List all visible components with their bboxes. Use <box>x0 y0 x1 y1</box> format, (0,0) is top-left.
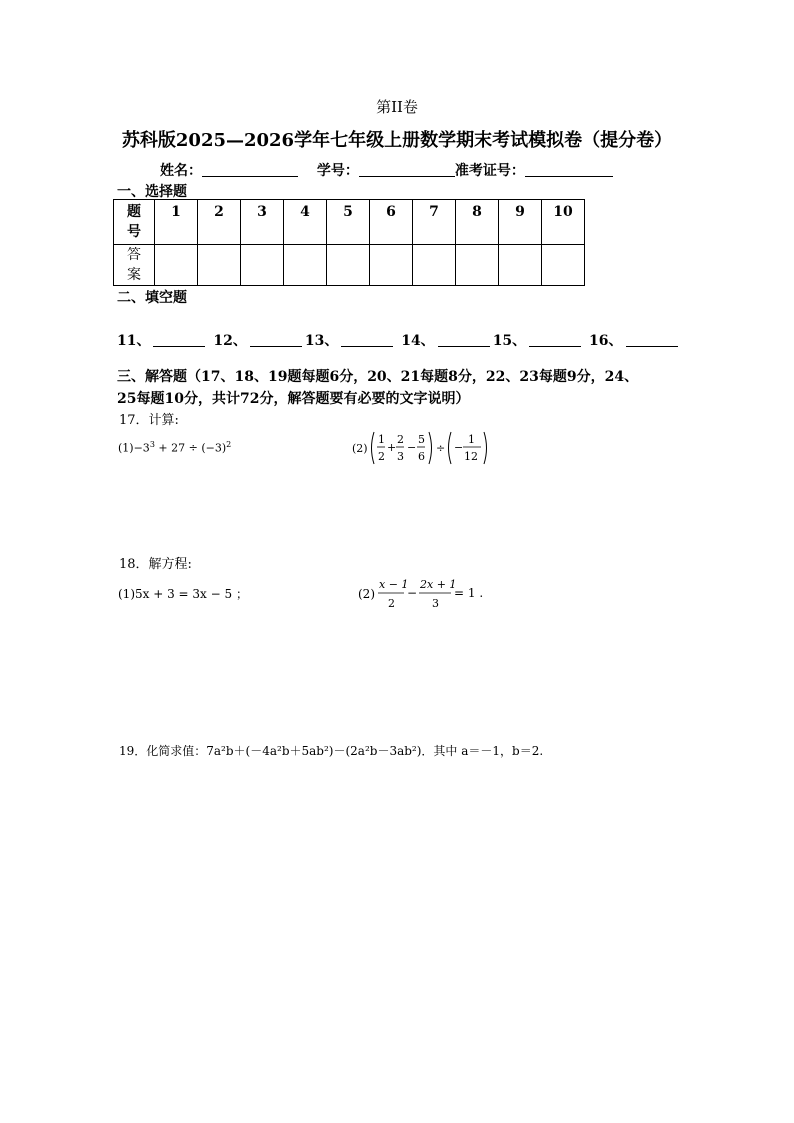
student-id-label: 学号： <box>316 163 359 179</box>
fill-label: 11、 <box>117 333 151 349</box>
question-number: 1 <box>155 200 198 245</box>
part-label: 第II卷 <box>376 98 418 116</box>
answer-cell[interactable] <box>542 245 585 286</box>
exam-id-blank[interactable] <box>525 162 613 177</box>
section-heading-line: 三、解答题（17、18、19题每题6分，20、21每题8分，22、23每题9分，24、 <box>117 369 639 385</box>
question-number: 7 <box>413 200 456 245</box>
svg-text:2: 2 <box>388 597 395 610</box>
question-17-part-1: $(1)-3^3 + 27 \div (-3)^2$ <box>118 440 232 455</box>
question-number: 10 <box>542 200 585 245</box>
table-row <box>114 245 585 286</box>
svg-text:= 1 .: = 1 . <box>454 586 484 600</box>
question-17-part-2 <box>352 428 502 468</box>
answer-cell[interactable] <box>499 245 542 286</box>
svg-text:2x + 1: 2x + 1 <box>420 578 457 591</box>
svg-text:1: 1 <box>378 433 385 446</box>
answer-cell[interactable] <box>456 245 499 286</box>
fill-blank[interactable] <box>250 332 302 347</box>
fill-label: 15、 <box>492 333 527 349</box>
fill-blank[interactable] <box>626 332 678 347</box>
question-number: 4 <box>284 200 327 245</box>
name-blank[interactable] <box>202 162 298 177</box>
student-id-blank[interactable] <box>359 162 455 177</box>
svg-text:3: 3 <box>397 450 404 463</box>
answer-cell[interactable] <box>155 245 198 286</box>
fill-label: 12、 <box>213 333 247 349</box>
svg-text:3: 3 <box>432 597 439 610</box>
svg-text:−: − <box>407 586 418 600</box>
answer-cell[interactable] <box>413 245 456 286</box>
student-info-line <box>160 160 613 180</box>
svg-text:6: 6 <box>418 450 425 463</box>
fill-blank[interactable] <box>153 332 205 347</box>
answer-cell[interactable] <box>284 245 327 286</box>
fill-label: 14、 <box>401 333 435 349</box>
question-number: 5 <box>327 200 370 245</box>
answer-cell[interactable] <box>370 245 413 286</box>
answer-cell[interactable] <box>198 245 241 286</box>
svg-text:−: − <box>454 441 464 454</box>
answer-cell[interactable] <box>327 245 370 286</box>
svg-text:(2): (2) <box>358 587 375 601</box>
question-18-part-1: (1)5x + 3 = 3x − 5 ； <box>118 587 248 601</box>
fill-blank-line <box>117 330 681 350</box>
question-18-part-2 <box>358 574 498 614</box>
svg-text:x − 1: x − 1 <box>379 578 409 591</box>
section-heading-choice: 一、选择题 <box>117 184 187 200</box>
table-row <box>114 200 585 245</box>
fill-blank[interactable] <box>341 332 393 347</box>
question-19-label: 19．化简求值：7a²b＋(－4a²b＋5ab²)－(2a²b－3ab²)．其中 a＝－1，b＝2. <box>119 744 544 758</box>
svg-text:5: 5 <box>418 433 425 446</box>
page-title: 苏科版2025—2026学年七年级上册数学期末考试模拟卷（提分卷） <box>121 130 673 151</box>
answer-table <box>113 199 585 286</box>
question-17-label: 17．计算: <box>119 413 179 428</box>
section-heading-line: 25每题10分，共计72分，解答题要有必要的文字说明） <box>117 391 470 407</box>
fill-blank[interactable] <box>438 332 490 347</box>
question-number: 3 <box>241 200 284 245</box>
question-number: 2 <box>198 200 241 245</box>
svg-text:12: 12 <box>464 450 478 463</box>
section-heading-fill: 二、填空题 <box>117 290 187 306</box>
svg-text:−: − <box>407 441 417 454</box>
svg-text:÷: ÷ <box>436 442 446 455</box>
exam-id-label: 准考证号： <box>454 163 525 179</box>
question-number: 6 <box>370 200 413 245</box>
fill-label: 13、 <box>304 333 339 349</box>
question-number: 8 <box>456 200 499 245</box>
fill-blank[interactable] <box>529 332 581 347</box>
fill-label: 16、 <box>589 333 623 349</box>
section-heading-solve <box>117 366 638 410</box>
svg-text:1: 1 <box>468 433 475 446</box>
question-number: 9 <box>499 200 542 245</box>
name-label: 姓名： <box>160 163 202 179</box>
svg-text:2: 2 <box>397 433 404 446</box>
row-header-answer: 答 案 <box>114 245 155 286</box>
answer-cell[interactable] <box>241 245 284 286</box>
row-header-number: 题 号 <box>114 200 155 245</box>
svg-text:2: 2 <box>378 450 385 463</box>
svg-text:+: + <box>387 441 397 454</box>
svg-text:(2): (2) <box>352 442 368 455</box>
question-18-label: 18．解方程: <box>119 557 192 572</box>
